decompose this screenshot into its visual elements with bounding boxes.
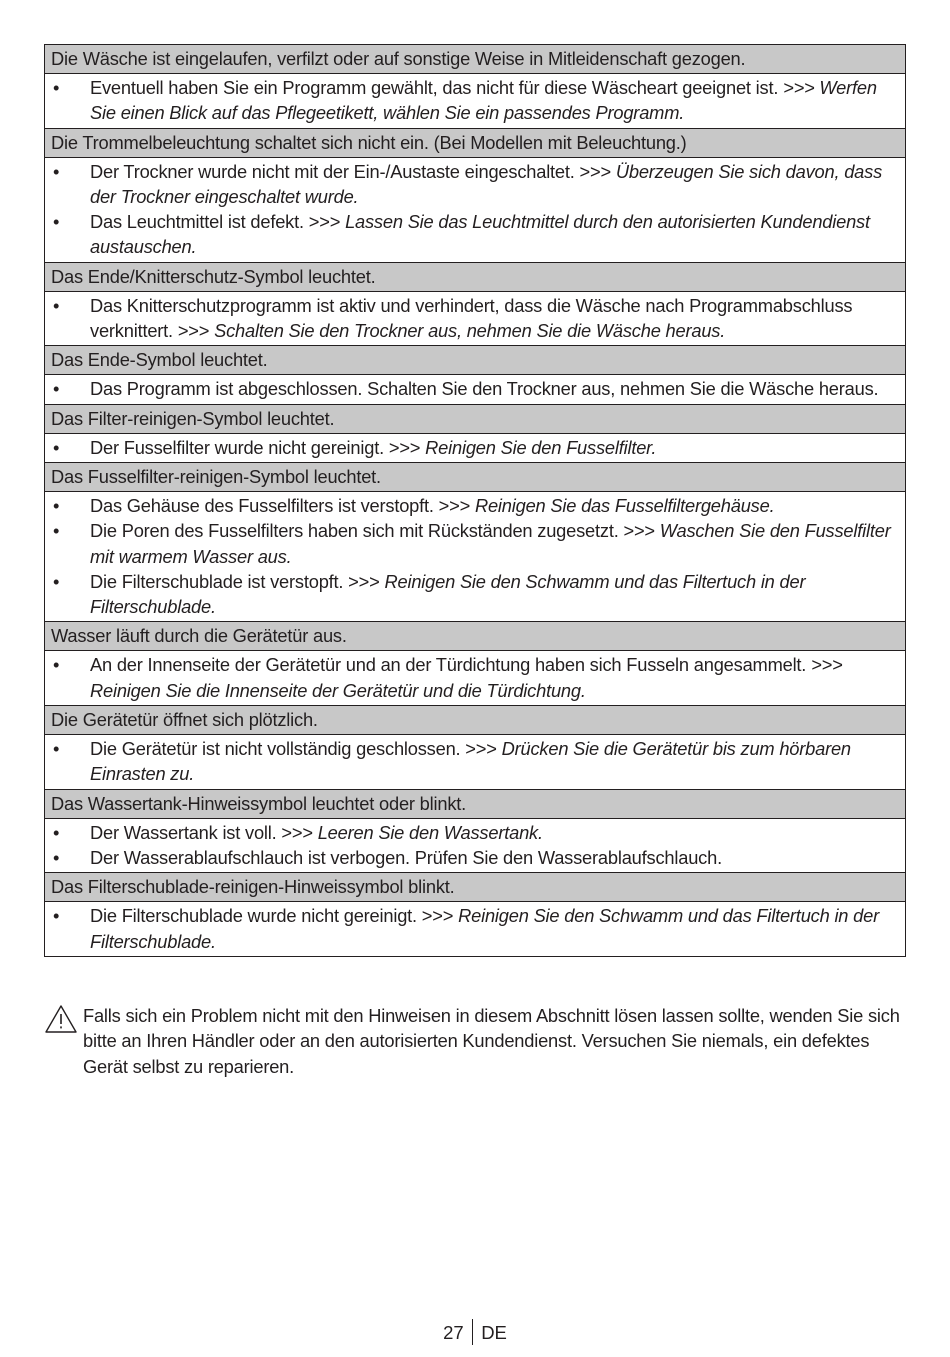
solution-item — [45, 903, 905, 954]
troubleshooting-table — [44, 44, 906, 957]
action-text: >>> Reinigen Sie die Innenseite der Gerätetür und die Türdichtung. — [90, 654, 843, 701]
cause-text: Das Programm ist abgeschlossen. Schalten Sie den Trockner aus, nehmen Sie die Wäsche heraus. — [90, 378, 879, 400]
cause-text: Der Trockner wurde nicht mit der Ein-/Austaste eingeschaltet. >>> — [90, 160, 616, 182]
solution-item — [45, 518, 905, 569]
language-code: DE — [481, 1322, 507, 1343]
solution-item — [45, 435, 905, 460]
bullet: • — [53, 294, 60, 316]
problem-header: Das Ende/Knitterschutz-Symbol leuchtet. — [45, 263, 905, 292]
problem-header: Die Wäsche ist eingelaufen, verfilzt oder auf sonstige Weise in Mitleidenschaft gezogen. — [45, 45, 905, 74]
action-text: Reinigen Sie das Fusselfiltergehäuse. — [474, 494, 775, 516]
solution-item — [45, 209, 905, 260]
page-footer — [0, 1320, 950, 1347]
cause-text: An der Innenseite der Gerätetür und an der Türdichtung haben sich Fusseln angesammelt. — [90, 654, 812, 676]
solution-item — [45, 376, 905, 401]
bullet: • — [53, 821, 60, 843]
footer-separator — [472, 1319, 474, 1345]
bullet: • — [53, 905, 60, 927]
action-text: Schalten Sie den Trockner aus, nehmen Sie die Wäsche heraus. — [214, 320, 726, 342]
solution-item — [45, 652, 905, 703]
problem-header: Die Gerätetür öffnet sich plötzlich. — [45, 706, 905, 735]
warning-text: Falls sich ein Problem nicht mit den Hinweisen in diesem Abschnitt lösen lassen sollte, wenden Sie sich bitte an Ihren Händler oder an den autorisierten Kundendienst. Versuchen Sie niemals, ein defektes Gerät selbst zu reparieren. — [83, 1005, 900, 1077]
bullet: • — [53, 160, 60, 182]
cause-text: Das Leuchtmittel ist defekt. >>> — [90, 211, 346, 233]
bullet: • — [53, 654, 60, 676]
cause-text: Die Filterschublade ist verstopft. >>> — [90, 570, 385, 592]
problem-header: Das Filter-reinigen-Symbol leuchtet. — [45, 405, 905, 434]
problem-solutions — [45, 74, 905, 129]
problem-solutions — [45, 651, 905, 706]
problem-solutions — [45, 158, 905, 263]
problem-solutions — [45, 819, 905, 874]
bullet: • — [53, 436, 60, 458]
solution-item — [45, 75, 905, 126]
problem-solutions — [45, 292, 905, 347]
problem-solutions — [45, 434, 905, 463]
bullet: • — [53, 570, 60, 592]
bullet: • — [53, 738, 60, 760]
action-text: Leeren Sie den Wassertank. — [317, 821, 543, 843]
problem-header: Das Wassertank-Hinweissymbol leuchtet oder blinkt. — [45, 790, 905, 819]
problem-solutions — [45, 735, 905, 790]
page-number: 27 — [443, 1322, 464, 1343]
solution-item — [45, 293, 905, 344]
bullet: • — [53, 494, 60, 516]
cause-text: Eventuell haben Sie ein Programm gewählt, das nicht für diese Wäscheart geeignet ist. — [90, 77, 784, 98]
cause-text: Die Gerätetür ist nicht vollständig geschlossen. >>> — [90, 738, 502, 760]
problem-header: Das Fusselfilter-reinigen-Symbol leuchtet. — [45, 463, 905, 492]
solution-item — [45, 820, 905, 845]
solution-item — [45, 845, 905, 870]
bullet: • — [53, 211, 60, 233]
action-text: Lassen Sie das Leuchtmittel durch den autorisierten Kundendienst austauschen. — [90, 211, 870, 258]
cause-text: Die Poren des Fusselfilters haben sich mit Rückständen zugesetzt. >>> — [90, 520, 660, 542]
action-text: Reinigen Sie den Schwamm und das Filtertuch in der Filterschublade. — [90, 570, 806, 618]
bullet: • — [53, 520, 60, 542]
action-text: Überzeugen Sie sich davon, dass der Trockner eingeschaltet wurde. — [90, 160, 883, 207]
problem-header: Das Filterschublade-reinigen-Hinweissymbol blinkt. — [45, 873, 905, 902]
bullet: • — [53, 77, 60, 98]
cause-text: Der Wassertank ist voll. >>> — [90, 821, 318, 843]
problem-solutions — [45, 375, 905, 404]
problem-header: Die Trommelbeleuchtung schaltet sich nicht ein. (Bei Modellen mit Beleuchtung.) — [45, 129, 905, 158]
cause-text: Das Knitterschutzprogramm ist aktiv und verhindert, dass die Wäsche nach Programmabschluss verknittert. >>> — [90, 294, 853, 342]
action-text: >>> Werfen Sie einen Blick auf das Pflegeetikett, wählen Sie ein passendes Programm. — [90, 77, 877, 124]
solution-item — [45, 493, 905, 518]
cause-text: Der Wasserablaufschlauch ist verbogen. Prüfen Sie den Wasserablaufschlauch. — [90, 846, 722, 868]
problem-solutions — [45, 902, 905, 956]
cause-text: Die Filterschublade wurde nicht gereinigt. >>> — [90, 905, 459, 927]
action-text: Drücken Sie die Gerätetür bis zum hörbaren Einrasten zu. — [90, 738, 851, 785]
problem-header: Das Ende-Symbol leuchtet. — [45, 346, 905, 375]
action-text: Reinigen Sie den Schwamm und das Filtertuch in der Filterschublade. — [90, 905, 879, 952]
bullet: • — [53, 378, 60, 400]
warning-triangle-icon — [44, 1004, 78, 1034]
warning-note — [44, 1003, 906, 1079]
solution-item — [45, 159, 905, 210]
bullet: • — [53, 846, 60, 868]
problem-solutions — [45, 492, 905, 622]
cause-text: Der Fusselfilter wurde nicht gereinigt. >>> — [90, 436, 426, 458]
action-text: Waschen Sie den Fusselfilter mit warmem Wasser aus. — [90, 520, 891, 567]
action-text: Reinigen Sie den Fusselfilter. — [425, 436, 657, 458]
cause-text: Das Gehäuse des Fusselfilters ist verstopft. >>> — [90, 494, 475, 516]
solution-item — [45, 569, 905, 620]
problem-header: Wasser läuft durch die Gerätetür aus. — [45, 622, 905, 651]
solution-item — [45, 736, 905, 787]
